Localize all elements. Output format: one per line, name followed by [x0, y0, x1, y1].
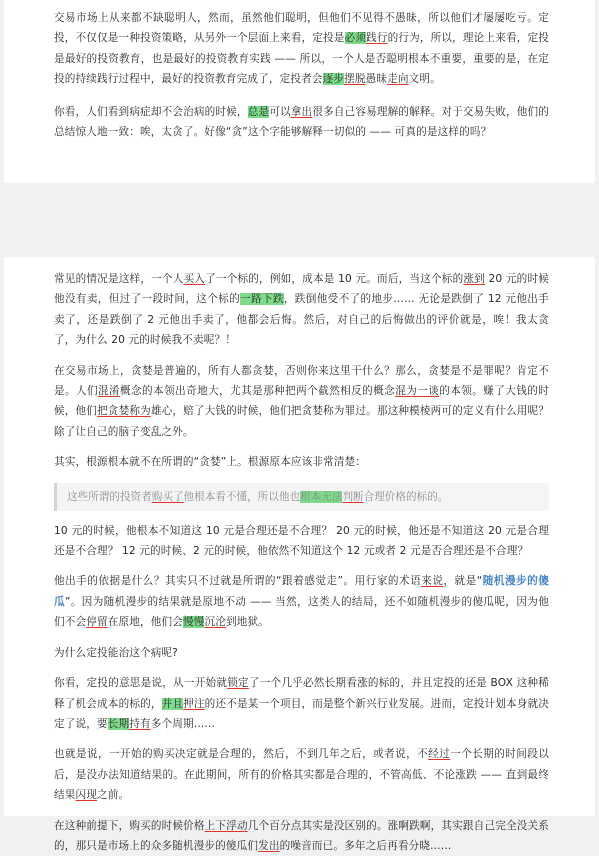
text-run: 的噪音而已。多年之后再看分晓…… [279, 839, 452, 852]
text-run: 在交易市场上，贪婪是普遍的，所有人都贪婪，否则你来这里干什么？那么，贪婪是不是罪呢？肯定不是。人们 [54, 364, 549, 398]
underline: 上下浮动 [204, 819, 248, 832]
blockquote [54, 483, 549, 511]
underline: 践行 [366, 32, 388, 45]
article-section-2 [4, 257, 595, 852]
text-run: 之前。 [97, 789, 130, 802]
underline: 摆脱 [344, 73, 366, 86]
text-run: ”。因为随机漫步的结果就是原地不动 —— 当然，这类人的结局，还不如随机漫步的傻瓜呢，因为他们不会 [54, 595, 549, 629]
underline: 来说 [421, 575, 444, 588]
underline: 经过 [428, 748, 451, 761]
paragraph [54, 571, 549, 632]
highlight: 逐步 [322, 73, 345, 86]
highlight: 慢慢 [182, 616, 205, 629]
text-run: 几个百分点其实是没区别的。涨啊跌啊，其实跟自己完全没关系的，那只是市场上的众多随机漫步的傻瓜们 [54, 819, 549, 852]
underline: 闪现 [75, 789, 97, 802]
article-section-1 [4, 0, 595, 183]
text-run: 合理价格的标的。 [363, 490, 449, 503]
underline: 发出 [258, 839, 280, 852]
text-run: 20 元的时候他没有卖，但过了一段时间，这个标的 [54, 273, 549, 306]
underline: 涨到 [463, 273, 485, 285]
paragraph: 10 元的时候，他根本不知道这 10 元是合理还是不合理？ 20 元的时候，他还是不知道这 20 元是合理还是不合理？ 12 元的时候、2 元的时候，他依然不知道这个 12 元或者 2 元是否合理还是不合理？ [54, 524, 549, 558]
paragraph [54, 269, 549, 351]
text-run: 在这种前提下，购买的时候价格 [54, 819, 205, 832]
text-run: ，就是“ [443, 575, 483, 588]
text-run: 的本领。赚了大钱的时候，他们 [54, 385, 550, 418]
underline: 锁定 [227, 677, 249, 690]
text-run: 很多自己容易理解的解释。对于交易失败，他们的总结惊人地一致：唉，太贪了。好像“贪”这个字能够解释一切似的 —— 可真的是这样的吗？ [54, 105, 549, 139]
paragraph: 为什么定投能治这个病呢? [54, 646, 178, 659]
text-run: 到地狱。 [225, 616, 269, 629]
underline: 购买了 [151, 490, 184, 503]
text-run: 可以 [269, 105, 291, 118]
underline: 判断 [342, 490, 364, 503]
text-run: 的行为，所以，理论上来看，定投是最好的投资教育，也是最好的投资教育实践 —— 所以，一个人是否聪明根本不重要，重要的是，在定投的持续践行过程中，最好的投资教育完成了，定投者会 [54, 32, 549, 86]
text-run: 这些所谓的投资者 [67, 490, 152, 503]
highlight: 长期 [107, 717, 130, 730]
article-link[interactable]: 随机漫步的傻瓜 [54, 575, 549, 608]
underline: 拿出 [290, 105, 313, 118]
text-run: 常见的情况是这样，一个人 [54, 273, 184, 285]
text-run: 你看，人们看到病症却不会治病的时候， [54, 105, 248, 118]
underline: 停留 [86, 616, 108, 629]
highlight: 总是 [247, 105, 270, 118]
underline: 把贪婪称为 [97, 405, 151, 418]
underline: 押注 [183, 697, 205, 710]
paragraph [54, 102, 549, 143]
highlight: 一路下跌 [240, 293, 284, 306]
highlight: 必须 [344, 32, 367, 45]
underline: 买入 [183, 273, 206, 285]
paragraph: 其实，根源根本就不在所谓的“贪婪”上。根源原本应该非常清楚： [54, 456, 367, 469]
text-run: 一个长期的时间段以后，是没办法知道结果的。在此期间，所有的价格其实都是合理的，不管高低、不论涨跌 —— 直到最终结果 [54, 748, 549, 802]
text-run: 也就是说，一开始的购买决定就是合理的，然后，不到几年之后，或者说，不 [54, 748, 429, 761]
paragraph [54, 744, 549, 805]
paragraph [54, 8, 549, 90]
text-run: 雄心，赔了大钱的时候，他们把贪婪称为罪过。那这种模棱两可的定义有什么用呢？除了让自己的脑子变乱之外。 [54, 405, 549, 438]
text-run: 多个周期…… [150, 717, 216, 730]
text-run: 你看，定投的意思是说，从一开始就 [54, 677, 228, 690]
highlight: 并且 [161, 697, 184, 710]
text-run: 交易市场上从来都不缺聪明人，然而，虽然他们聪明，但他们不见得不愚昧，所以他们才屡屡吃亏。定投，不仅仅是一种投资策略，从另外一个层面上来看，定投是 [54, 12, 549, 45]
text-run: 的还不是某一个项目，而是整个新兴行业发展。进而，定投计划本身就决定了说，要 [54, 697, 549, 730]
text-run: 了一个标的，例如，成本是 10 元。而后，当这个标的 [205, 273, 464, 285]
text-run: ，跌倒他受不了的地步…… 无论是跌倒了 12 元他出手卖了，还是跌倒了 2 元他出手卖了，他都会后悔。然后，对自己的后悔做出的评价就是，唉！我太贪了，为什么 20 元的时候我不卖呢？！ [54, 293, 549, 347]
paragraph [54, 361, 549, 443]
highlight: 根本无法 [300, 490, 343, 503]
underline: 走向 [387, 73, 409, 86]
text-run: 文明。 [408, 73, 441, 86]
text-run: 他根本看不懂，所以他也 [183, 490, 301, 503]
underline: 混为一谈 [395, 385, 440, 398]
text-run: 他出手的依据是什么？其实只不过就是所谓的“跟着感觉走”。用行家的术语 [54, 575, 422, 588]
text-run: 愚昧 [365, 73, 388, 86]
underline: 持有 [129, 717, 151, 730]
paragraph [54, 673, 549, 734]
text-run: 概念的本领出奇地大，尤其是那种把两个截然相反的概念 [120, 385, 396, 398]
text-run: 在原地，他们会 [107, 616, 183, 629]
paragraph [54, 816, 549, 856]
text-run: 了一个几乎必然长期看涨的标的，并且定投的还是 BOX 这种稀释了机会成本的标的， [54, 677, 549, 710]
underline: 沉沦 [204, 616, 226, 629]
underline: 混淆 [98, 385, 121, 398]
